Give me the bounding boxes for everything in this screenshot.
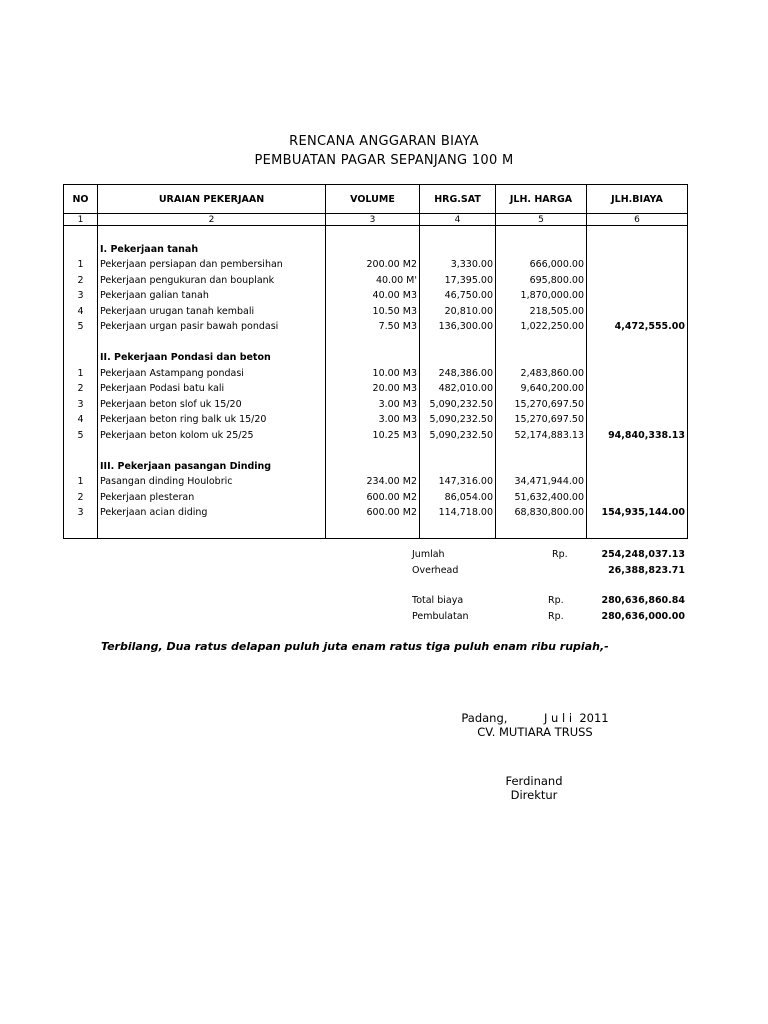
item-no: 4 <box>64 412 98 428</box>
item-no: 3 <box>64 288 98 304</box>
item-description: Pekerjaan pengukuran dan bouplank <box>98 273 326 289</box>
empty-cell <box>420 335 496 351</box>
item-description: Pekerjaan beton slof uk 15/20 <box>98 397 326 413</box>
column-number-row <box>64 214 688 226</box>
empty-cell <box>587 459 688 475</box>
item-total-price: 51,632,400.00 <box>496 490 587 506</box>
empty-cell <box>326 335 420 351</box>
empty-cell <box>98 226 326 242</box>
document-subtitle: PEMBUATAN PAGAR SEPANJANG 100 M <box>254 153 514 168</box>
total-label: Total biaya <box>412 595 464 606</box>
item-volume: 200.00 M2 <box>326 257 420 273</box>
item-description: Pekerjaan galian tanah <box>98 288 326 304</box>
header-jlh-harga: JLH. HARGA <box>496 185 587 214</box>
table-row <box>64 319 688 335</box>
table-row <box>64 428 688 444</box>
item-total-price: 2,483,860.00 <box>496 366 587 382</box>
item-description: Pekerjaan plesteran <box>98 490 326 506</box>
section-subtotal <box>587 381 688 397</box>
column-number: 1 <box>64 214 98 226</box>
empty-cell <box>587 226 688 242</box>
item-description: Pekerjaan acian diding <box>98 505 326 521</box>
item-volume: 7.50 M3 <box>326 319 420 335</box>
terbilang-text: Terbilang, Dua ratus delapan puluh juta enam ratus tiga puluh enam ribu rupiah,- <box>101 640 609 653</box>
item-description: Pekerjaan beton ring balk uk 15/20 <box>98 412 326 428</box>
jumlah-value: 254,248,037.13 <box>601 549 685 560</box>
item-unit-price: 17,395.00 <box>420 273 496 289</box>
total-value: 280,636,860.84 <box>601 595 685 606</box>
table-row <box>64 474 688 490</box>
table-body <box>64 226 688 539</box>
item-unit-price: 20,810.00 <box>420 304 496 320</box>
header-hrg-sat: HRG.SAT <box>420 185 496 214</box>
header-jlh-biaya: JLH.BIAYA <box>587 185 688 214</box>
section-heading-row <box>64 459 688 475</box>
item-volume: 600.00 M2 <box>326 490 420 506</box>
section-heading: II. Pekerjaan Pondasi dan beton <box>98 350 326 366</box>
item-unit-price: 3,330.00 <box>420 257 496 273</box>
empty-cell <box>587 521 688 539</box>
item-no: 1 <box>64 474 98 490</box>
pembulatan-label: Pembulatan <box>412 611 469 622</box>
item-volume: 40.00 M' <box>326 273 420 289</box>
section-subtotal <box>587 490 688 506</box>
item-no: 1 <box>64 257 98 273</box>
empty-cell <box>98 443 326 459</box>
header-no: NO <box>64 185 98 214</box>
pembulatan-value: 280,636,000.00 <box>601 611 685 622</box>
item-unit-price: 147,316.00 <box>420 474 496 490</box>
empty-cell <box>496 521 587 539</box>
item-total-price: 1,022,250.00 <box>496 319 587 335</box>
item-description: Pekerjaan persiapan dan pembersihan <box>98 257 326 273</box>
item-total-price: 68,830,800.00 <box>496 505 587 521</box>
section-heading: I. Pekerjaan tanah <box>98 242 326 258</box>
table-row <box>64 397 688 413</box>
empty-cell <box>64 521 98 539</box>
item-total-price: 218,505.00 <box>496 304 587 320</box>
section-heading-row <box>64 350 688 366</box>
empty-cell <box>420 350 496 366</box>
item-volume: 10.50 M3 <box>326 304 420 320</box>
item-unit-price: 5,090,232.50 <box>420 428 496 444</box>
section-subtotal <box>587 304 688 320</box>
item-total-price: 9,640,200.00 <box>496 381 587 397</box>
section-subtotal <box>587 397 688 413</box>
item-volume: 234.00 M2 <box>326 474 420 490</box>
empty-cell <box>64 443 98 459</box>
overhead-label: Overhead <box>412 565 459 576</box>
item-volume: 3.00 M3 <box>326 412 420 428</box>
jumlah-currency: Rp. <box>552 549 568 560</box>
empty-cell <box>64 335 98 351</box>
empty-cell <box>496 350 587 366</box>
empty-cell <box>326 226 420 242</box>
empty-cell <box>496 242 587 258</box>
signer-role: Direktur <box>510 788 558 802</box>
item-total-price: 52,174,883.13 <box>496 428 587 444</box>
item-description: Pekerjaan urgan pasir bawah pondasi <box>98 319 326 335</box>
item-unit-price: 136,300.00 <box>420 319 496 335</box>
empty-cell <box>98 521 326 539</box>
empty-cell <box>64 350 98 366</box>
item-unit-price: 5,090,232.50 <box>420 397 496 413</box>
table-row <box>64 288 688 304</box>
section-subtotal <box>587 474 688 490</box>
section-subtotal <box>587 366 688 382</box>
item-volume: 20.00 M3 <box>326 381 420 397</box>
empty-cell <box>420 459 496 475</box>
item-unit-price: 5,090,232.50 <box>420 412 496 428</box>
item-unit-price: 482,010.00 <box>420 381 496 397</box>
table-row <box>64 304 688 320</box>
empty-cell <box>420 242 496 258</box>
empty-cell <box>420 443 496 459</box>
empty-cell <box>587 350 688 366</box>
item-volume: 10.00 M3 <box>326 366 420 382</box>
item-no: 2 <box>64 490 98 506</box>
section-subtotal <box>587 288 688 304</box>
item-unit-price: 248,386.00 <box>420 366 496 382</box>
spacer-row <box>64 521 688 539</box>
item-total-price: 1,870,000.00 <box>496 288 587 304</box>
table-row <box>64 273 688 289</box>
item-no: 4 <box>64 304 98 320</box>
section-subtotal <box>587 412 688 428</box>
table-row <box>64 366 688 382</box>
item-volume: 600.00 M2 <box>326 505 420 521</box>
empty-cell <box>496 335 587 351</box>
table-row <box>64 381 688 397</box>
item-description: Pekerjaan Podasi batu kali <box>98 381 326 397</box>
section-subtotal <box>587 273 688 289</box>
item-no: 1 <box>64 366 98 382</box>
item-total-price: 15,270,697.50 <box>496 412 587 428</box>
empty-cell <box>496 226 587 242</box>
section-heading: III. Pekerjaan pasangan Dinding <box>98 459 326 475</box>
section-heading-row <box>64 242 688 258</box>
item-unit-price: 114,718.00 <box>420 505 496 521</box>
item-unit-price: 86,054.00 <box>420 490 496 506</box>
empty-cell <box>326 242 420 258</box>
item-total-price: 695,800.00 <box>496 273 587 289</box>
place-date: Padang, J u l i 2011 <box>461 711 609 725</box>
item-no: 5 <box>64 428 98 444</box>
header-volume: VOLUME <box>326 185 420 214</box>
empty-cell <box>326 521 420 539</box>
empty-cell <box>64 459 98 475</box>
empty-cell <box>587 242 688 258</box>
total-currency: Rp. <box>548 595 564 606</box>
pembulatan-currency: Rp. <box>548 611 564 622</box>
item-total-price: 15,270,697.50 <box>496 397 587 413</box>
section-subtotal: 154,935,144.00 <box>587 505 688 521</box>
item-no: 2 <box>64 381 98 397</box>
item-description: Pasangan dinding Houlobric <box>98 474 326 490</box>
table-row <box>64 490 688 506</box>
overhead-value: 26,388,823.71 <box>608 565 685 576</box>
column-number: 5 <box>496 214 587 226</box>
budget-table <box>63 184 688 539</box>
column-number: 4 <box>420 214 496 226</box>
item-no: 3 <box>64 505 98 521</box>
document-title: RENCANA ANGGARAN BIAYA <box>289 134 479 149</box>
item-volume: 40.00 M3 <box>326 288 420 304</box>
item-description: Pekerjaan urugan tanah kembali <box>98 304 326 320</box>
item-volume: 3.00 M3 <box>326 397 420 413</box>
item-total-price: 666,000.00 <box>496 257 587 273</box>
empty-cell <box>420 226 496 242</box>
item-no: 3 <box>64 397 98 413</box>
spacer-row <box>64 443 688 459</box>
table-row <box>64 412 688 428</box>
empty-cell <box>587 443 688 459</box>
empty-cell <box>64 242 98 258</box>
section-subtotal: 4,472,555.00 <box>587 319 688 335</box>
table-row <box>64 257 688 273</box>
column-number: 6 <box>587 214 688 226</box>
table-header-row <box>64 185 688 214</box>
empty-cell <box>587 335 688 351</box>
empty-cell <box>326 350 420 366</box>
company-name: CV. MUTIARA TRUSS <box>477 725 593 739</box>
header-uraian: URAIAN PEKERJAAN <box>98 185 326 214</box>
item-unit-price: 46,750.00 <box>420 288 496 304</box>
item-total-price: 34,471,944.00 <box>496 474 587 490</box>
section-subtotal: 94,840,338.13 <box>587 428 688 444</box>
section-subtotal <box>587 257 688 273</box>
empty-cell <box>64 226 98 242</box>
jumlah-label: Jumlah <box>412 549 445 560</box>
item-description: Pekerjaan beton kolom uk 25/25 <box>98 428 326 444</box>
empty-cell <box>326 443 420 459</box>
table-row <box>64 505 688 521</box>
spacer-row <box>64 226 688 242</box>
column-number: 3 <box>326 214 420 226</box>
item-no: 2 <box>64 273 98 289</box>
empty-cell <box>98 335 326 351</box>
item-no: 5 <box>64 319 98 335</box>
empty-cell <box>496 459 587 475</box>
item-volume: 10.25 M3 <box>326 428 420 444</box>
empty-cell <box>420 521 496 539</box>
column-number: 2 <box>98 214 326 226</box>
signer-name: Ferdinand <box>505 774 563 788</box>
spacer-row <box>64 335 688 351</box>
empty-cell <box>326 459 420 475</box>
item-description: Pekerjaan Astampang pondasi <box>98 366 326 382</box>
empty-cell <box>496 443 587 459</box>
